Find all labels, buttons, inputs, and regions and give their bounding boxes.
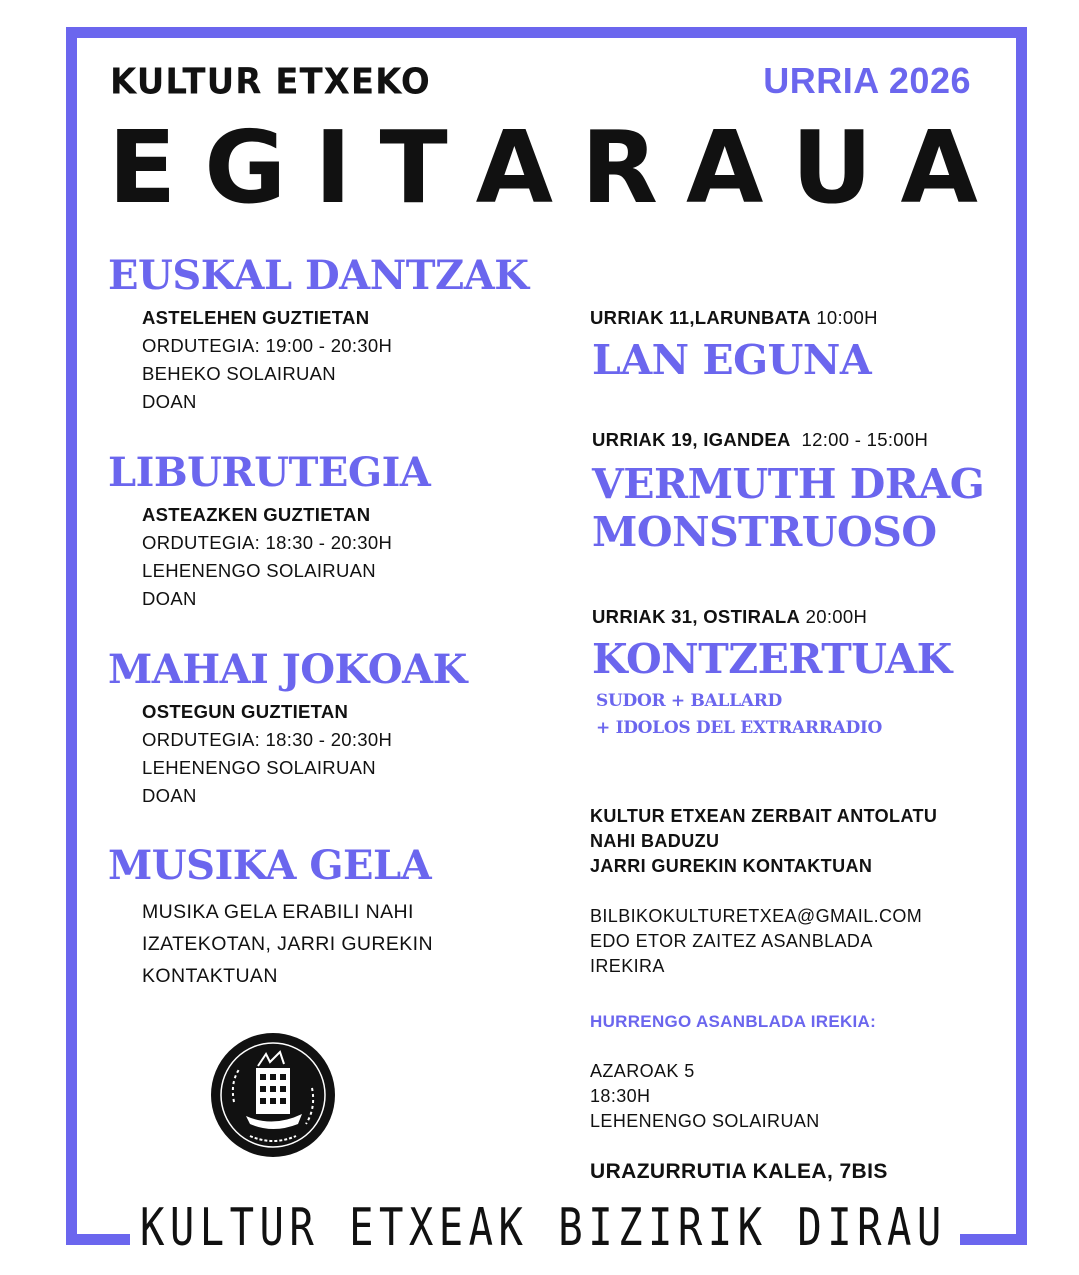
- event-date-kontzertuak: [592, 606, 867, 628]
- next-assembly-date: AZAROAK 5: [590, 1061, 695, 1081]
- organize-line: NAHI BADUZU: [590, 831, 720, 851]
- schedule-price: DOAN: [142, 391, 197, 412]
- event-date-lan-eguna: [590, 307, 878, 329]
- contact-info: [590, 904, 922, 979]
- event-title-lan-eguna: LAN EGUNA: [592, 336, 872, 384]
- title-letter: R: [581, 109, 659, 226]
- section-title-liburutegia: LIBURUTEGIA: [108, 449, 431, 496]
- organize-line: JARRI GUREKIN KONTAKTUAN: [590, 856, 873, 876]
- band-list: [596, 688, 882, 742]
- schedule-day: ASTELEHEN GUZTIETAN: [142, 307, 370, 328]
- title-letter: I: [314, 109, 352, 226]
- schedule-hours: ORDUTEGIA: 19:00 - 20:30H: [142, 335, 393, 356]
- organize-note: [590, 804, 937, 879]
- page-title: [108, 109, 978, 226]
- section-info-mahai-jokoak: [142, 698, 392, 810]
- organize-line: KULTUR ETXEAN ZERBAIT ANTOLATU: [590, 806, 938, 826]
- schedule-day: ASTEAZKEN GUZTIETAN: [142, 504, 371, 525]
- next-assembly-time: 18:30H: [590, 1086, 651, 1106]
- title-letter: A: [900, 109, 978, 226]
- section-info-euskal-dantzak: [142, 304, 392, 416]
- title-letter: U: [791, 109, 873, 226]
- event-title-line: VERMUTH DRAG: [592, 460, 985, 508]
- contact-email[interactable]: BILBIKOKULTURETXEA@GMAIL.COM: [590, 906, 923, 926]
- event-date-vermuth: [592, 429, 928, 451]
- contact-line: EDO ETOR ZAITEZ ASANBLADA: [590, 931, 873, 951]
- section-title-musika-gela: MUSIKA GELA: [108, 842, 432, 889]
- schedule-place: LEHENENGO SOLAIRUAN: [142, 560, 376, 581]
- title-letter: G: [204, 109, 287, 226]
- event-day: URRIAK 19, IGANDEA: [592, 429, 791, 450]
- next-assembly-place: LEHENENGO SOLAIRUAN: [590, 1111, 820, 1131]
- music-info-line: IZATEKOTAN, JARRI GUREKIN: [142, 933, 433, 955]
- title-letter: A: [685, 109, 764, 226]
- title-letter: T: [379, 109, 448, 226]
- band-line: + IDOLOS DEL EXTRARRADIO: [596, 718, 883, 738]
- address: URAZURRUTIA KALEA, 7BIS: [590, 1160, 888, 1183]
- footer-slogan: KULTUR ETXEAK BIZIRIK DIRAU: [140, 1198, 947, 1258]
- month-label: URRIA 2026: [763, 60, 971, 101]
- event-time: 10:00H: [816, 307, 878, 328]
- event-day: URRIAK 11,LARUNBATA: [590, 307, 811, 328]
- event-time: 12:00 - 15:00H: [801, 429, 929, 450]
- section-info-liburutegia: [142, 501, 392, 613]
- schedule-day: OSTEGUN GUZTIETAN: [142, 701, 349, 722]
- title-letter: E: [108, 109, 177, 226]
- next-assembly-label: HURRENGO ASANBLADA IREKIA:: [590, 1012, 877, 1031]
- schedule-place: LEHENENGO SOLAIRUAN: [142, 757, 376, 778]
- event-title-line: MONSTRUOSO: [592, 508, 937, 556]
- music-room-info: [142, 896, 433, 992]
- schedule-price: DOAN: [142, 588, 197, 609]
- event-title-kontzertuak: KONTZERTUAK: [592, 635, 952, 683]
- schedule-hours: ORDUTEGIA: 18:30 - 20:30H: [142, 532, 393, 553]
- kultur-etxea-logo-icon: [210, 1032, 336, 1158]
- music-info-line: MUSIKA GELA ERABILI NAHI: [142, 901, 414, 923]
- music-info-line: KONTAKTUAN: [142, 965, 278, 987]
- event-time: 20:00H: [805, 606, 868, 627]
- schedule-place: BEHEKO SOLAIRUAN: [142, 363, 336, 384]
- band-line: SUDOR + BALLARD: [596, 691, 782, 711]
- event-title-vermuth: [592, 460, 984, 556]
- section-title-mahai-jokoak: MAHAI JOKOAK: [108, 646, 467, 693]
- kicker: KULTUR ETXEKO: [110, 61, 431, 103]
- contact-line: IREKIRA: [590, 956, 665, 976]
- schedule-hours: ORDUTEGIA: 18:30 - 20:30H: [142, 729, 393, 750]
- title-letter: A: [475, 109, 554, 226]
- event-day: URRIAK 31, OSTIRALA: [592, 606, 801, 627]
- schedule-price: DOAN: [142, 785, 197, 806]
- next-assembly-details: [590, 1059, 820, 1134]
- section-title-euskal-dantzak: EUSKAL DANTZAK: [108, 252, 529, 299]
